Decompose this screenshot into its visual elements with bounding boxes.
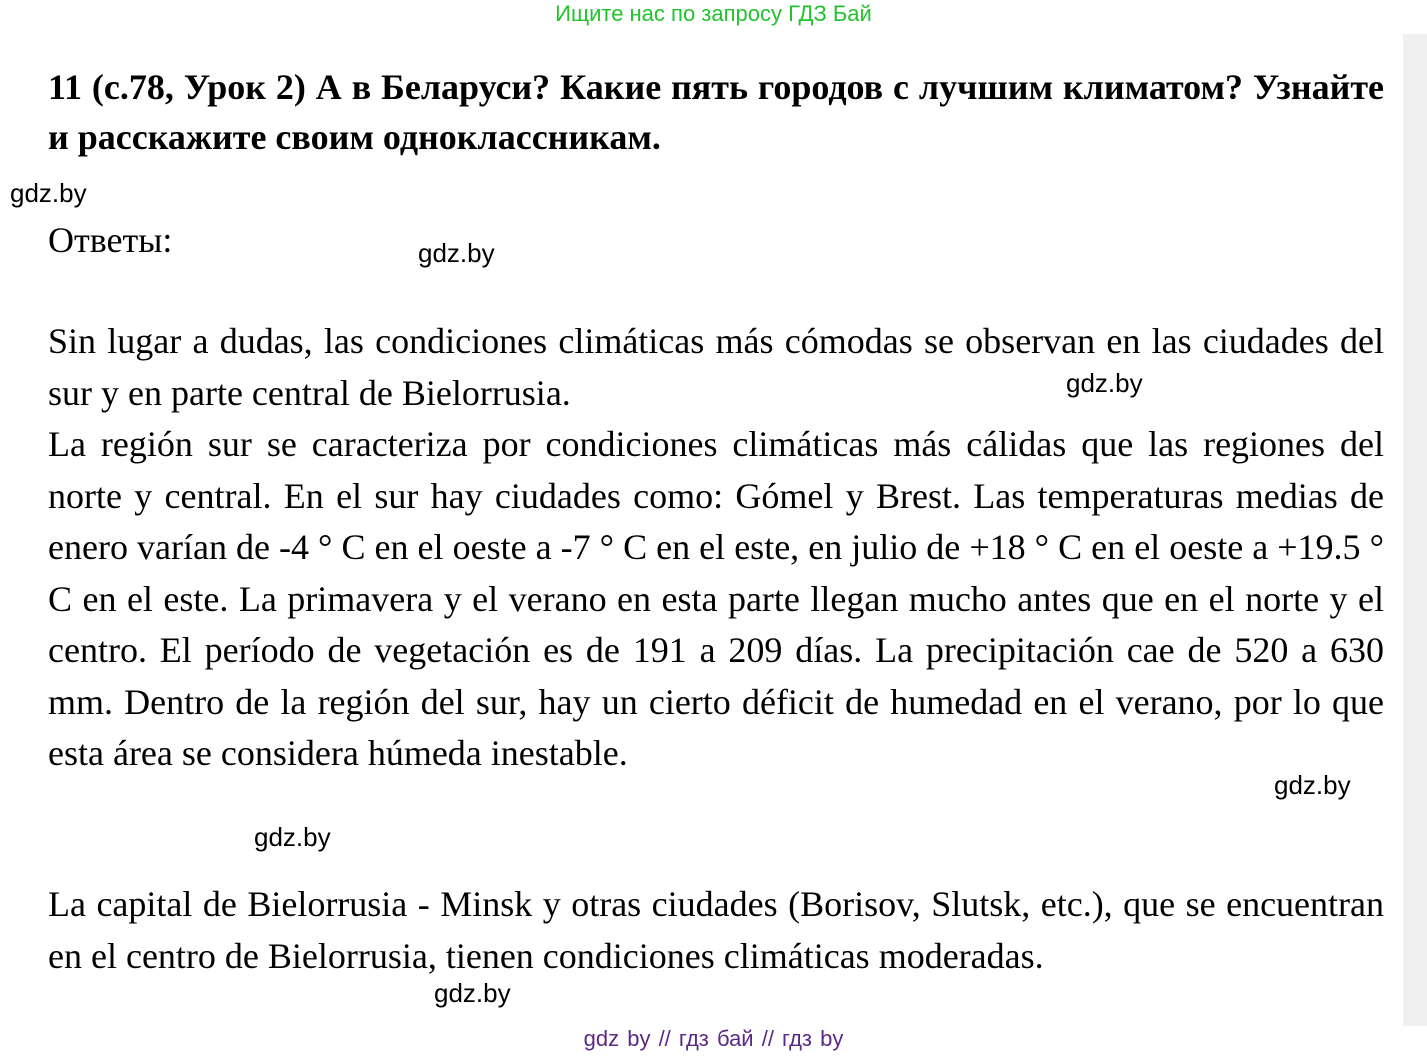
question-heading: 11 (с.78, Урок 2) А в Беларуси? Какие пять городов с лучшим климатом? Узнайте и расскажите своим одноклассникам. — [48, 67, 1384, 157]
watermark: gdz.by — [254, 822, 331, 852]
answer-paragraph-2: La región sur se caracteriza por condiciones climáticas más cálidas que las regiones del norte y central. En el sur hay ciudades como: Gómel y Brest. Las temperaturas medias de enero varían de -4 ° C en el oeste a -7 ° C en el este, en julio de +18 ° C en el oeste a +19.5 ° C en el este. La primavera y el verano en esta parte llegan mucho antes que en el norte y el centro. El período de vegetación es de 191 a 209 días. La precipitación cae de 520 a 630 mm. Dentro de la región del sur, hay un cierto déficit de humedad en el verano, por lo que esta área se considera húmeda inestable. — [48, 424, 1384, 773]
watermark: gdz.by — [10, 178, 87, 208]
answers-label: Ответы: — [48, 220, 173, 260]
watermark: gdz.by — [434, 978, 511, 1008]
watermark: gdz.by — [418, 238, 495, 268]
scrollbar[interactable] — [1403, 34, 1427, 1026]
footer-links[interactable]: gdz by // гдз бай // гдз by — [583, 1026, 844, 1051]
watermark: gdz.by — [1066, 368, 1143, 398]
answer-paragraph-3: La capital de Bielorrusia - Minsk y otras ciudades (Borisov, Slutsk, etc.), que se encuentran en el centro de Bielorrusia, tienen condiciones climáticas moderadas. — [48, 884, 1384, 976]
answer-paragraph-1: Sin lugar a dudas, las condiciones climáticas más cómodas se observan en las ciudades del sur y en parte central de Bielorrusia. — [48, 321, 1384, 413]
top-banner-link[interactable]: Ищите нас по запросу ГДЗ Бай — [555, 1, 872, 26]
watermark: gdz.by — [1274, 770, 1351, 800]
